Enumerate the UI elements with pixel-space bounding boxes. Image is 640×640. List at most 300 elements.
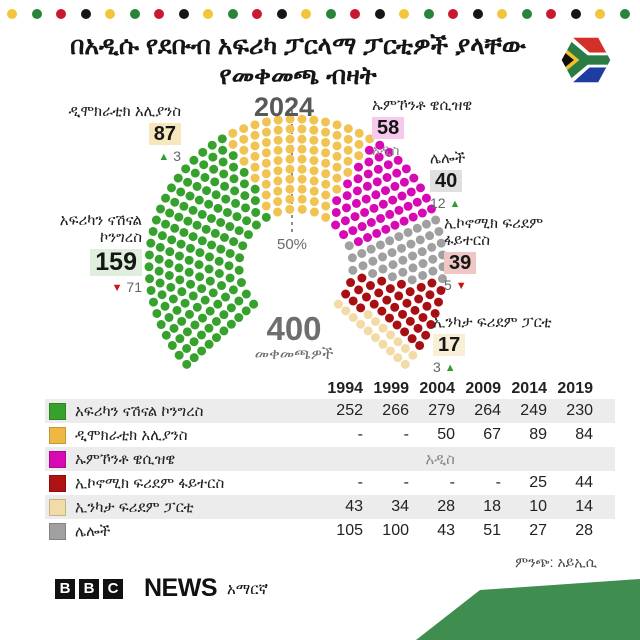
seat-dot xyxy=(381,225,390,234)
party-swatch xyxy=(49,499,66,516)
seat-dot xyxy=(226,274,235,283)
seat-dot xyxy=(238,241,247,250)
seat-dot xyxy=(357,249,366,258)
party-name: ሌሎች xyxy=(430,150,466,167)
seat-dot xyxy=(274,156,283,165)
seat-dot xyxy=(355,129,364,138)
party-change: አዲስ xyxy=(372,142,400,158)
seat-dot xyxy=(377,277,386,286)
seat-dot xyxy=(364,326,373,335)
seat-dot xyxy=(371,190,380,199)
seat-dot xyxy=(262,191,271,200)
seat-dot xyxy=(406,240,415,249)
seat-dot xyxy=(177,240,186,249)
seat-dot xyxy=(195,260,204,269)
bbc-block-b1: B xyxy=(55,579,75,599)
seat-dot xyxy=(173,306,182,315)
seat-dot xyxy=(179,228,188,237)
seat-dot xyxy=(251,185,260,194)
seat-dot xyxy=(155,267,164,276)
seat-dot xyxy=(176,187,185,196)
seat-dot xyxy=(183,327,192,336)
seat-dot xyxy=(393,320,402,329)
seat-dot xyxy=(201,296,210,305)
seat-dot xyxy=(212,333,221,342)
seat-dot xyxy=(239,146,248,155)
seat-dot xyxy=(242,216,251,225)
seat-dot xyxy=(388,260,397,269)
seat-dot xyxy=(343,191,352,200)
seat-dot xyxy=(200,173,209,182)
label-eff xyxy=(444,215,560,295)
seat-dot xyxy=(152,216,161,225)
seat-dot xyxy=(286,145,295,154)
seat-dot xyxy=(427,279,436,288)
seat-dot xyxy=(381,186,390,195)
seat-dot xyxy=(165,247,174,256)
seat-dot xyxy=(402,299,411,308)
seat-dot xyxy=(212,317,221,326)
seat-dot xyxy=(262,138,271,147)
seat-dot xyxy=(199,160,208,169)
seat-dot xyxy=(186,192,195,201)
seat-dot xyxy=(385,210,394,219)
year-header: 2014 xyxy=(511,380,547,397)
seat-dot xyxy=(250,141,259,150)
year-header: 2004 xyxy=(419,380,455,397)
year-header: 1994 xyxy=(327,380,363,397)
seat-cell: 252 xyxy=(336,402,363,419)
seat-dot xyxy=(198,210,207,219)
seat-dot xyxy=(298,165,307,174)
trend-up-icon: ▲ xyxy=(158,151,170,163)
seat-dot xyxy=(408,334,417,343)
seat-dot xyxy=(262,128,271,137)
seat-dot xyxy=(244,230,253,239)
seat-dot xyxy=(388,272,397,281)
seat-dot xyxy=(366,281,375,290)
year-header: 2019 xyxy=(557,380,593,397)
seat-dot xyxy=(175,251,184,260)
seat-dot xyxy=(398,268,407,277)
seat-dot xyxy=(208,153,217,162)
seat-dot xyxy=(382,296,391,305)
seat-dot xyxy=(404,202,413,211)
seat-dot xyxy=(209,165,218,174)
seat-dot xyxy=(342,203,351,212)
table-row xyxy=(45,423,615,447)
seat-dot xyxy=(235,226,244,235)
seat-dot xyxy=(262,201,271,210)
seat-dot xyxy=(351,212,360,221)
seat-cell: 230 xyxy=(566,402,593,419)
seat-dot xyxy=(321,201,330,210)
source-credit: ምንጭ: አይኢሲ xyxy=(515,554,597,570)
seat-dot xyxy=(428,267,437,276)
seat-dot xyxy=(408,251,417,260)
seat-dot xyxy=(332,196,341,205)
seat-dot xyxy=(383,173,392,182)
seat-dot xyxy=(230,186,239,195)
seat-dot xyxy=(321,180,330,189)
seat-dot xyxy=(400,217,409,226)
seat-dot xyxy=(384,160,393,169)
party-name: ሌሎች xyxy=(75,522,111,540)
label-anc xyxy=(20,212,142,297)
seat-dot xyxy=(219,326,228,335)
table-row xyxy=(45,495,615,519)
party-change: ▼ 71 xyxy=(111,279,142,295)
party-name: አፍሪካን ናሽናል ኮንግረስ xyxy=(75,402,204,420)
seat-cell: 18 xyxy=(483,498,501,515)
seat-dot xyxy=(170,198,179,207)
seat-dot xyxy=(219,310,228,319)
seat-dot xyxy=(388,196,397,205)
seat-dot xyxy=(357,274,366,283)
seat-dot xyxy=(219,157,228,166)
seat-dot xyxy=(333,141,342,150)
seat-dot xyxy=(227,303,236,312)
seat-dot xyxy=(363,182,372,191)
seat-dot xyxy=(198,314,207,323)
seat-dot xyxy=(218,146,227,155)
trend-up-icon: ▲ xyxy=(444,362,456,374)
seat-cell: - xyxy=(449,474,455,491)
seat-dot xyxy=(348,226,357,235)
seat-dot xyxy=(408,275,417,284)
seat-dot xyxy=(386,284,395,293)
seat-dot xyxy=(379,324,388,333)
table-row xyxy=(45,519,615,543)
seat-dot xyxy=(177,317,186,326)
seat-dot xyxy=(376,214,385,223)
seat-dot xyxy=(378,265,387,274)
seat-dot xyxy=(377,307,386,316)
seat-dot xyxy=(343,179,352,188)
seat-dot xyxy=(321,128,330,137)
seat-dot xyxy=(415,341,424,350)
seat-dot xyxy=(234,313,243,322)
seat-dot xyxy=(228,140,237,149)
seat-dot xyxy=(418,271,427,280)
seat-dot xyxy=(362,195,371,204)
seat-dot xyxy=(231,199,240,208)
seat-cell: - xyxy=(403,474,409,491)
seat-dot xyxy=(434,227,443,236)
seat-dot xyxy=(286,125,295,134)
seat-dot xyxy=(167,235,176,244)
seat-dot xyxy=(349,296,358,305)
party-seats: 87 xyxy=(149,123,181,145)
seat-dot xyxy=(321,148,330,157)
seat-dot xyxy=(333,120,342,129)
bbc-service-text: አማርኛ xyxy=(227,581,269,598)
seat-dot xyxy=(167,183,176,192)
seat-dot xyxy=(168,341,177,350)
seat-dot xyxy=(397,192,406,201)
seat-dot xyxy=(262,213,271,222)
seat-cell: 50 xyxy=(437,426,455,443)
seat-dot xyxy=(161,220,170,229)
seat-dot xyxy=(413,224,422,233)
seat-dot xyxy=(165,271,174,280)
seat-dot xyxy=(189,156,198,165)
seat-dot xyxy=(229,163,238,172)
party-name: ኢንካታ ፍሪደም ፓርቲ xyxy=(433,314,552,331)
seat-dot xyxy=(298,155,307,164)
seat-dot xyxy=(344,124,353,133)
seat-dot xyxy=(175,351,184,360)
seat-dot xyxy=(190,337,199,346)
seat-dot xyxy=(207,214,216,223)
seat-dot xyxy=(310,197,319,206)
seat-dot xyxy=(147,286,156,295)
party-swatch xyxy=(49,427,66,444)
seat-dot xyxy=(229,174,238,183)
seat-dot xyxy=(204,200,213,209)
seat-dot xyxy=(408,351,417,360)
total-seats-label: መቀመጫዎች xyxy=(254,346,334,363)
party-name: ኡምኾንቶ ዌሲዝዌ xyxy=(75,450,176,468)
seat-cell: 43 xyxy=(437,522,455,539)
seat-dot xyxy=(165,313,174,322)
title-line1: በአዲሱ የደቡብ አፍሪካ ፓርላማ ፓርቲዎች ያላቸው xyxy=(70,32,526,60)
party-name: ዲሞክራቲክ አሊያንስ xyxy=(75,426,188,444)
seat-dot xyxy=(225,222,234,231)
seat-dot xyxy=(285,155,294,164)
seat-dot xyxy=(239,124,248,133)
total-seats-number: 400 xyxy=(266,310,322,347)
seat-dot xyxy=(310,208,319,217)
seat-dot xyxy=(216,245,225,254)
seat-dot xyxy=(179,202,188,211)
seat-dot xyxy=(416,183,425,192)
seat-cell: 266 xyxy=(382,402,409,419)
seat-dot xyxy=(220,182,229,191)
seat-dot xyxy=(262,180,271,189)
party-swatch xyxy=(49,475,66,492)
seat-cell: 14 xyxy=(575,498,593,515)
seat-dot xyxy=(166,283,175,292)
seat-dot xyxy=(398,310,407,319)
seat-dot xyxy=(207,240,216,249)
seat-dot xyxy=(273,208,282,217)
seat-dot xyxy=(216,218,225,227)
seat-dot xyxy=(215,257,224,266)
seat-dot xyxy=(285,185,294,194)
seat-dot xyxy=(165,259,174,268)
seat-dot xyxy=(394,291,403,300)
seat-dot xyxy=(356,320,365,329)
seat-cell: 264 xyxy=(474,402,501,419)
seat-dot xyxy=(407,187,416,196)
seat-dot xyxy=(197,346,206,355)
bbc-news-text: NEWS xyxy=(144,574,217,602)
seat-dot xyxy=(177,287,186,296)
seat-dot xyxy=(225,261,234,270)
seat-dot xyxy=(362,293,371,302)
seat-dot xyxy=(193,303,202,312)
seat-dot xyxy=(393,353,402,362)
table-row xyxy=(45,447,615,471)
party-change: 3 ▲ xyxy=(433,359,456,375)
seat-dot xyxy=(353,186,362,195)
seat-dot xyxy=(158,231,167,240)
seat-dot xyxy=(341,290,350,299)
seat-dot xyxy=(251,174,260,183)
seat-dot xyxy=(191,169,200,178)
seat-dot xyxy=(206,307,215,316)
seat-dot xyxy=(215,269,224,278)
seat-dot xyxy=(397,280,406,289)
seat-dot xyxy=(332,174,341,183)
seat-dot xyxy=(193,221,202,230)
seat-dot xyxy=(221,195,230,204)
seat-dot xyxy=(205,340,214,349)
seat-dot xyxy=(428,255,437,264)
seat-dot xyxy=(392,169,401,178)
seat-dot xyxy=(371,333,380,342)
label-others xyxy=(430,150,550,213)
seat-cell: - xyxy=(357,426,363,443)
seat-cell: - xyxy=(403,426,409,443)
seat-dot xyxy=(400,178,409,187)
seat-dot xyxy=(241,203,250,212)
seat-dot xyxy=(355,140,364,149)
trend-down-icon: ▼ xyxy=(455,280,467,292)
seat-dot xyxy=(401,344,410,353)
seat-dot xyxy=(149,298,158,307)
seat-dot xyxy=(341,216,350,225)
seat-dot xyxy=(321,191,330,200)
seat-dot xyxy=(358,222,367,231)
seat-dot xyxy=(386,330,395,339)
seat-dot xyxy=(406,287,415,296)
seat-dot xyxy=(298,185,307,194)
seat-dot xyxy=(431,216,440,225)
seat-dot xyxy=(249,300,258,309)
seat-dot xyxy=(197,330,206,339)
party-swatch xyxy=(49,523,66,540)
seat-cell: 43 xyxy=(345,498,363,515)
seat-dot xyxy=(206,277,215,286)
seat-dot xyxy=(321,138,330,147)
seat-dot xyxy=(274,136,283,145)
seat-dot xyxy=(394,232,403,241)
seat-cell: አዲስ xyxy=(425,450,455,468)
seat-dot xyxy=(364,169,373,178)
seat-dot xyxy=(368,257,377,266)
party-name: ኡምኾንቶ ዌሲዝዌ xyxy=(372,97,473,114)
seat-dot xyxy=(198,148,207,157)
seat-dot xyxy=(219,169,228,178)
green-corner-shape xyxy=(0,570,640,640)
seat-dot xyxy=(285,205,294,214)
seat-dot xyxy=(235,266,244,275)
seat-dot xyxy=(349,313,358,322)
seat-table xyxy=(45,379,615,543)
seat-dot xyxy=(332,208,341,217)
seat-dot xyxy=(286,135,295,144)
seat-dot xyxy=(352,199,361,208)
seat-dot xyxy=(354,237,363,246)
seat-dot xyxy=(185,256,194,265)
seat-cell: - xyxy=(357,474,363,491)
seat-dot xyxy=(211,229,220,238)
seat-dot xyxy=(182,344,191,353)
seat-dot xyxy=(262,169,271,178)
party-swatch xyxy=(49,403,66,420)
seat-dot xyxy=(157,320,166,329)
seat-dot xyxy=(417,283,426,292)
seat-cell: 25 xyxy=(529,474,547,491)
seat-dot xyxy=(250,152,259,161)
seat-dot xyxy=(240,168,249,177)
seat-dot xyxy=(374,165,383,174)
seat-cell: 89 xyxy=(529,426,547,443)
seat-dot xyxy=(400,327,409,336)
seat-dot xyxy=(175,263,184,272)
seat-dot xyxy=(205,265,214,274)
seat-dot xyxy=(189,232,198,241)
seat-dot xyxy=(309,136,318,145)
seat-dot xyxy=(413,198,422,207)
seat-dot xyxy=(374,288,383,297)
seat-dot xyxy=(367,218,376,227)
seat-dot xyxy=(309,146,318,155)
seat-dot xyxy=(422,302,431,311)
seat-dot xyxy=(394,206,403,215)
seat-dot xyxy=(162,331,171,340)
seat-dot xyxy=(285,175,294,184)
seat-dot xyxy=(408,263,417,272)
seat-dot xyxy=(378,340,387,349)
seat-dot xyxy=(185,268,194,277)
seat-dot xyxy=(390,221,399,230)
seat-dot xyxy=(226,249,235,258)
seat-dot xyxy=(218,134,227,143)
seat-dot xyxy=(334,300,343,309)
seat-cell: 105 xyxy=(336,522,363,539)
seat-dot xyxy=(333,152,342,161)
table-header-row xyxy=(45,379,615,399)
party-seats: 17 xyxy=(433,334,465,356)
seat-dot xyxy=(220,233,229,242)
seat-dot xyxy=(252,221,261,230)
seat-dot xyxy=(321,169,330,178)
seat-dot xyxy=(344,157,353,166)
seat-dot xyxy=(376,240,385,249)
seat-dot xyxy=(228,129,237,138)
seat-dot xyxy=(239,157,248,166)
seat-dot xyxy=(310,166,319,175)
seat-dot xyxy=(359,261,368,270)
party-name: ኢኮኖሚክ ፍሪደም ፋይተርስ xyxy=(444,215,544,249)
seat-cell: 100 xyxy=(382,522,409,539)
seat-dot xyxy=(202,186,211,195)
seat-dot xyxy=(346,278,355,287)
seat-cell: 28 xyxy=(437,498,455,515)
seat-dot xyxy=(204,324,213,333)
seat-dot xyxy=(202,225,211,234)
seat-dot xyxy=(189,206,198,215)
seat-dot xyxy=(297,135,306,144)
seat-dot xyxy=(262,159,271,168)
seat-dot xyxy=(401,360,410,369)
seat-dot xyxy=(223,208,232,217)
seat-dot xyxy=(310,176,319,185)
seat-dot xyxy=(364,310,373,319)
